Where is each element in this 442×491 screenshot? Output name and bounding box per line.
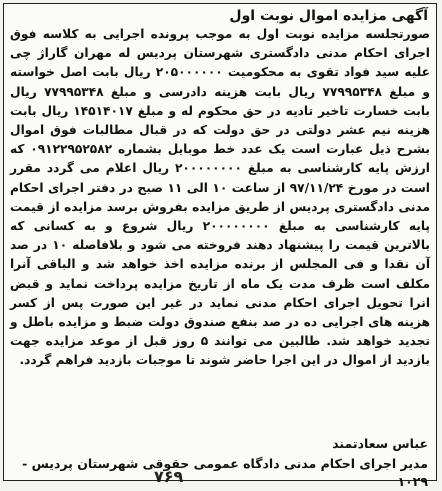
cropped-page-number: ۷۶۹ xyxy=(154,467,184,486)
signer-name: عباس سعادتمند xyxy=(332,436,428,451)
signer-title: مدیر اجرای احکام مدنی دادگاه عمومی حقوقی شهرستان پردیس - ۱۰۲۹ xyxy=(22,456,428,489)
notice-title: آگهی مزایده اموال نوبت اول xyxy=(229,8,428,24)
auction-notice xyxy=(3,3,437,489)
notice-body-text: صورتجلسه مزایده نوبت اول به موجب پرونده اجرایی به کلاسه فوق اجرای احکام مدنی دادگستری شهرستان پردیس له مهران گاراژ چی علیه سید فواد تقوی به محکومیت ۲۰۵۰۰۰۰۰۰ ریال بابت اصل خواسته و مبلغ ۷۷۹۹۵۳۴۸ ریال بابت هزینه دادرسی و مبلغ ۷۷۹۹۵۳۴۸ ریال بابت خسارت تاخیر تادیه در حق محکوم له و مبلغ ۱۴۵۱۴۰۱۷ ریال بابت هزینه نیم عشر دولتی در حق دولت که در قبال مطالبات فوق اموال بشرح ذیل عبارت است یک عدد خط موبایل بشماره ۰۹۱۲۲۹۵۲۵۸۲ که ارزش پایه کارشناسی به مبلغ ۲۰۰۰۰۰۰۰۰ ریال اعلام می گردد مقرر است در مورخ ۹۷/۱۱/۲۴ از ساعت ۱۰ الی ۱۱ صبح در دفتر اجرای احکام مدنی دادگستری پردیس از طریق مزایده بفروش برسد مزایده از قیمت پایه کارشناسی به مبلغ ۲۰۰۰۰۰۰۰۰ ریال شروع و به کسانی که بالاترین قیمت را پیشنهاد دهند فروخته می شود و بلافاصله ۱۰ در صد آن نقدا و فی المجلس از برنده مزایده اخذ خواهد شد و الباقی آنرا مکلف است ظرف مدت یک ماه از تاریخ مزایده پرداخت نماید و قبض انرا تحویل اجرای احکام مدنی نماید در غیر این صورت پس از کسر هزینه های اجرایی ده در صد بنفع صندوق دولت ضبط و مزایده باطل و تجدید خواهد شد. طالبین می توانند ۵ روز قبل از موعد مزایده جهت بازدید از اموال در این اجرا حاضر شوند تا موجبات بازدید فراهم گردد. xyxy=(10,27,430,368)
